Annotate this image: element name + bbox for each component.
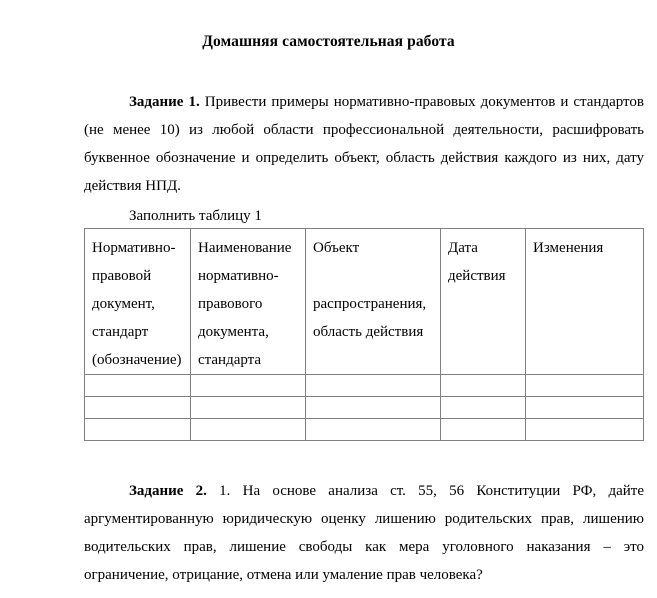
task-1-paragraph (84, 88, 644, 200)
header-line: действия (448, 268, 506, 284)
normative-documents-table (84, 228, 644, 441)
header-line: документ, (92, 296, 155, 312)
table-header-cell-date (441, 229, 526, 375)
table-cell-changes[interactable] (526, 419, 644, 441)
header-line: стандарта (198, 352, 262, 368)
table-cell-document[interactable] (85, 397, 191, 419)
header-line: Нормативно- (92, 240, 176, 256)
task-1-label: Задание 1. (129, 94, 200, 110)
task-2-body: 1. На основе анализа ст. 55, 56 Конституции РФ, дайте аргументированную юридическую оценку лишению родительских прав, лишению водительских прав, лишение свободы как мера уголовного наказания – это ограничение, отрицание, отмена или умаление прав человека? (84, 483, 644, 583)
table-cell-name[interactable] (191, 419, 306, 441)
table-row[interactable] (85, 419, 644, 441)
table-cell-document[interactable] (85, 375, 191, 397)
table-header-cell-object (306, 229, 441, 375)
header-line: правовой (92, 268, 152, 284)
task-2-label: Задание 2. (129, 483, 207, 499)
table-header-cell-document (85, 229, 191, 375)
header-line: нормативно- (198, 268, 279, 284)
table-cell-changes[interactable] (526, 397, 644, 419)
table-cell-name[interactable] (191, 375, 306, 397)
header-line: распространения, (313, 296, 427, 312)
table-cell-date[interactable] (441, 419, 526, 441)
header-line: Объект (313, 240, 360, 256)
table-row[interactable] (85, 375, 644, 397)
table-header-row (85, 229, 644, 375)
header-line: Дата (448, 240, 478, 256)
table-cell-name[interactable] (191, 397, 306, 419)
table-cell-date[interactable] (441, 397, 526, 419)
table-header-cell-name (191, 229, 306, 375)
table-cell-object[interactable] (306, 375, 441, 397)
table-header-cell-changes (526, 229, 644, 375)
table-row[interactable] (85, 397, 644, 419)
table-cell-object[interactable] (306, 397, 441, 419)
table-cell-document[interactable] (85, 419, 191, 441)
header-line: область действия (313, 324, 424, 340)
header-line: документа, (198, 324, 269, 340)
header-line: Изменения (533, 240, 604, 256)
table-cell-date[interactable] (441, 375, 526, 397)
task-1-body: Привести примеры нормативно-правовых документов и стандартов (не менее 10) из любой области профессиональной деятельности, расшифровать буквенное обозначение и определить объект, область действия каждого из них, дату действия НПД. (84, 94, 644, 194)
header-line: (обозначение) (92, 352, 182, 368)
header-line: стандарт (92, 324, 149, 340)
page-title: Домашняя самостоятельная работа (202, 33, 455, 50)
fill-table-instruction: Заполнить таблицу 1 (129, 208, 262, 224)
task-2-paragraph (84, 477, 644, 589)
header-line: правового (198, 296, 263, 312)
header-line-spacer (313, 262, 434, 290)
table-cell-object[interactable] (306, 419, 441, 441)
table-cell-changes[interactable] (526, 375, 644, 397)
header-line: Наименование (198, 240, 292, 256)
